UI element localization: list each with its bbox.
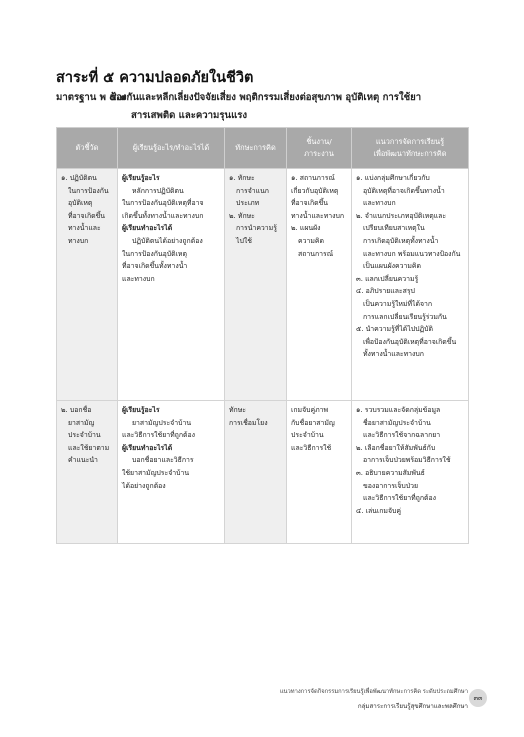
- cell-indicator: ๒. บอกชื่อ ยาสามัญ ประจำบ้าน และใช้ยาตาม คำแนะนำ: [57, 401, 118, 544]
- cell-learner: ผู้เรียนรู้อะไร ยาสามัญประจำบ้าน และวิธีการใช้ยาที่ถูกต้อง ผู้เรียนทำอะไรได้ บอกชื่อยาและวิธีการ ใช้ยาสามัญประจำบ้าน ได้อย่างถูกต้อง: [118, 401, 225, 544]
- cell-indicator: ๑. ปฏิบัติตน ในการป้องกัน อุบัติเหตุ ที่อาจเกิดขึ้น ทางน้ำและ ทางบก: [57, 169, 118, 401]
- footer-book-title: แนวทางการจัดกิจกรรมการเรียนรู้เพื่อพัฒนาทักษะการคิด ระดับประถมศึกษา: [279, 689, 468, 695]
- cell-skill: ทักษะ การเชื่อมโยง: [225, 401, 287, 544]
- cell-work: เกมจับคู่ภาพ กับชื่อยาสามัญ ประจำบ้าน และวิธีการใช้: [287, 401, 352, 544]
- cell-skill: ๑. ทักษะ การจำแนก ประเภท ๒. ทักษะ การนำความรู้ ไปใช้: [225, 169, 287, 401]
- header-work: ชิ้นงาน/ ภาระงาน: [287, 128, 352, 169]
- header-skill: ทักษะการคิด: [225, 128, 287, 169]
- cell-approach: ๑. รวบรวมและจัดกลุ่มข้อมูล ชื่อยาสามัญประจำบ้าน และวิธีการใช้จากฉลากยา ๒. เลือกชื่อยาให้สัมพันธ์กับ อาการเจ็บป่วยพร้อมวิธีการใช้ ๓. อธิบายความสัมพันธ์ ของอาการเจ็บป่วย และวิธีการใช้ยาที่ถูกต้อง ๔. เล่นเกมจับคู่: [352, 401, 469, 544]
- footer-subject-group: กลุ่มสาระการเรียนรู้สุขศึกษาและพลศึกษา: [357, 703, 468, 710]
- learning-plan-table: [56, 127, 469, 544]
- table-row: [57, 401, 469, 544]
- page-number: ๓๓: [469, 689, 487, 707]
- table-header-row: [57, 128, 469, 169]
- header-learner: ผู้เรียนรู้อะไร/ทำอะไรได้: [118, 128, 225, 169]
- cell-approach: ๑. แบ่งกลุ่มศึกษาเกี่ยวกับ อุบัติเหตุที่อาจเกิดขึ้นทางน้ำ และทางบก ๒. จำแนกประเภทอุบัติเหตุและ เปรียบเทียบสาเหตุใน การเกิดอุบัติเหตุทั้งทางน้ำ และทางบก พร้อมแนวทางป้องกัน เป็นแผนผังความคิด ๓. แลกเปลี่ยนความรู้ ๔. อภิปรายและสรุป เป็นความรู้ใหม่ที่ได้จาก การแลกเปลี่ยนเรียนรู้ร่วมกัน ๕. นำความรู้ที่ได้ไปปฏิบัติ เพื่อป้องกันอุบัติเหตุที่อาจเกิดขึ้น ทั้งทางน้ำและทางบก: [352, 169, 469, 401]
- cell-learner: ผู้เรียนรู้อะไร หลักการปฏิบัติตน ในการป้องกันอุบัติเหตุที่อาจ เกิดขึ้นทั้งทางน้ำและทางบก ผู้เรียนทำอะไรได้ ปฏิบัติตนได้อย่างถูกต้อง ในการป้องกันอุบัติเหตุ ที่อาจเกิดขึ้นทั้งทางน้ำ และทางบก: [118, 169, 225, 401]
- header-indicator: ตัวชี้วัด: [57, 128, 118, 169]
- cell-work: ๑. สถานการณ์ เกี่ยวกับอุบัติเหตุ ที่อาจเกิดขึ้น ทางน้ำและทางบก ๒. แผนผัง ความคิด สถานการณ์: [287, 169, 352, 401]
- standard-text-1: ป้องกันและหลีกเลี่ยงปัจจัยเสี่ยง พฤติกรรมเสี่ยงต่อสุขภาพ อุบัติเหตุ การใช้ยา: [110, 92, 422, 103]
- standard-line-2: สารเสพติด และความรุนแรง: [131, 110, 248, 121]
- standard-line-1: [56, 90, 421, 105]
- table-row: [57, 169, 469, 401]
- header-approach: แนวการจัดการเรียนรู้ เพื่อพัฒนาทักษะการคิด: [352, 128, 469, 169]
- strand-title: สาระที่ ๕ ความปลอดภัยในชีวิต: [56, 70, 254, 86]
- standard-number: มาตรฐาน พ ๕.๑: [56, 92, 127, 103]
